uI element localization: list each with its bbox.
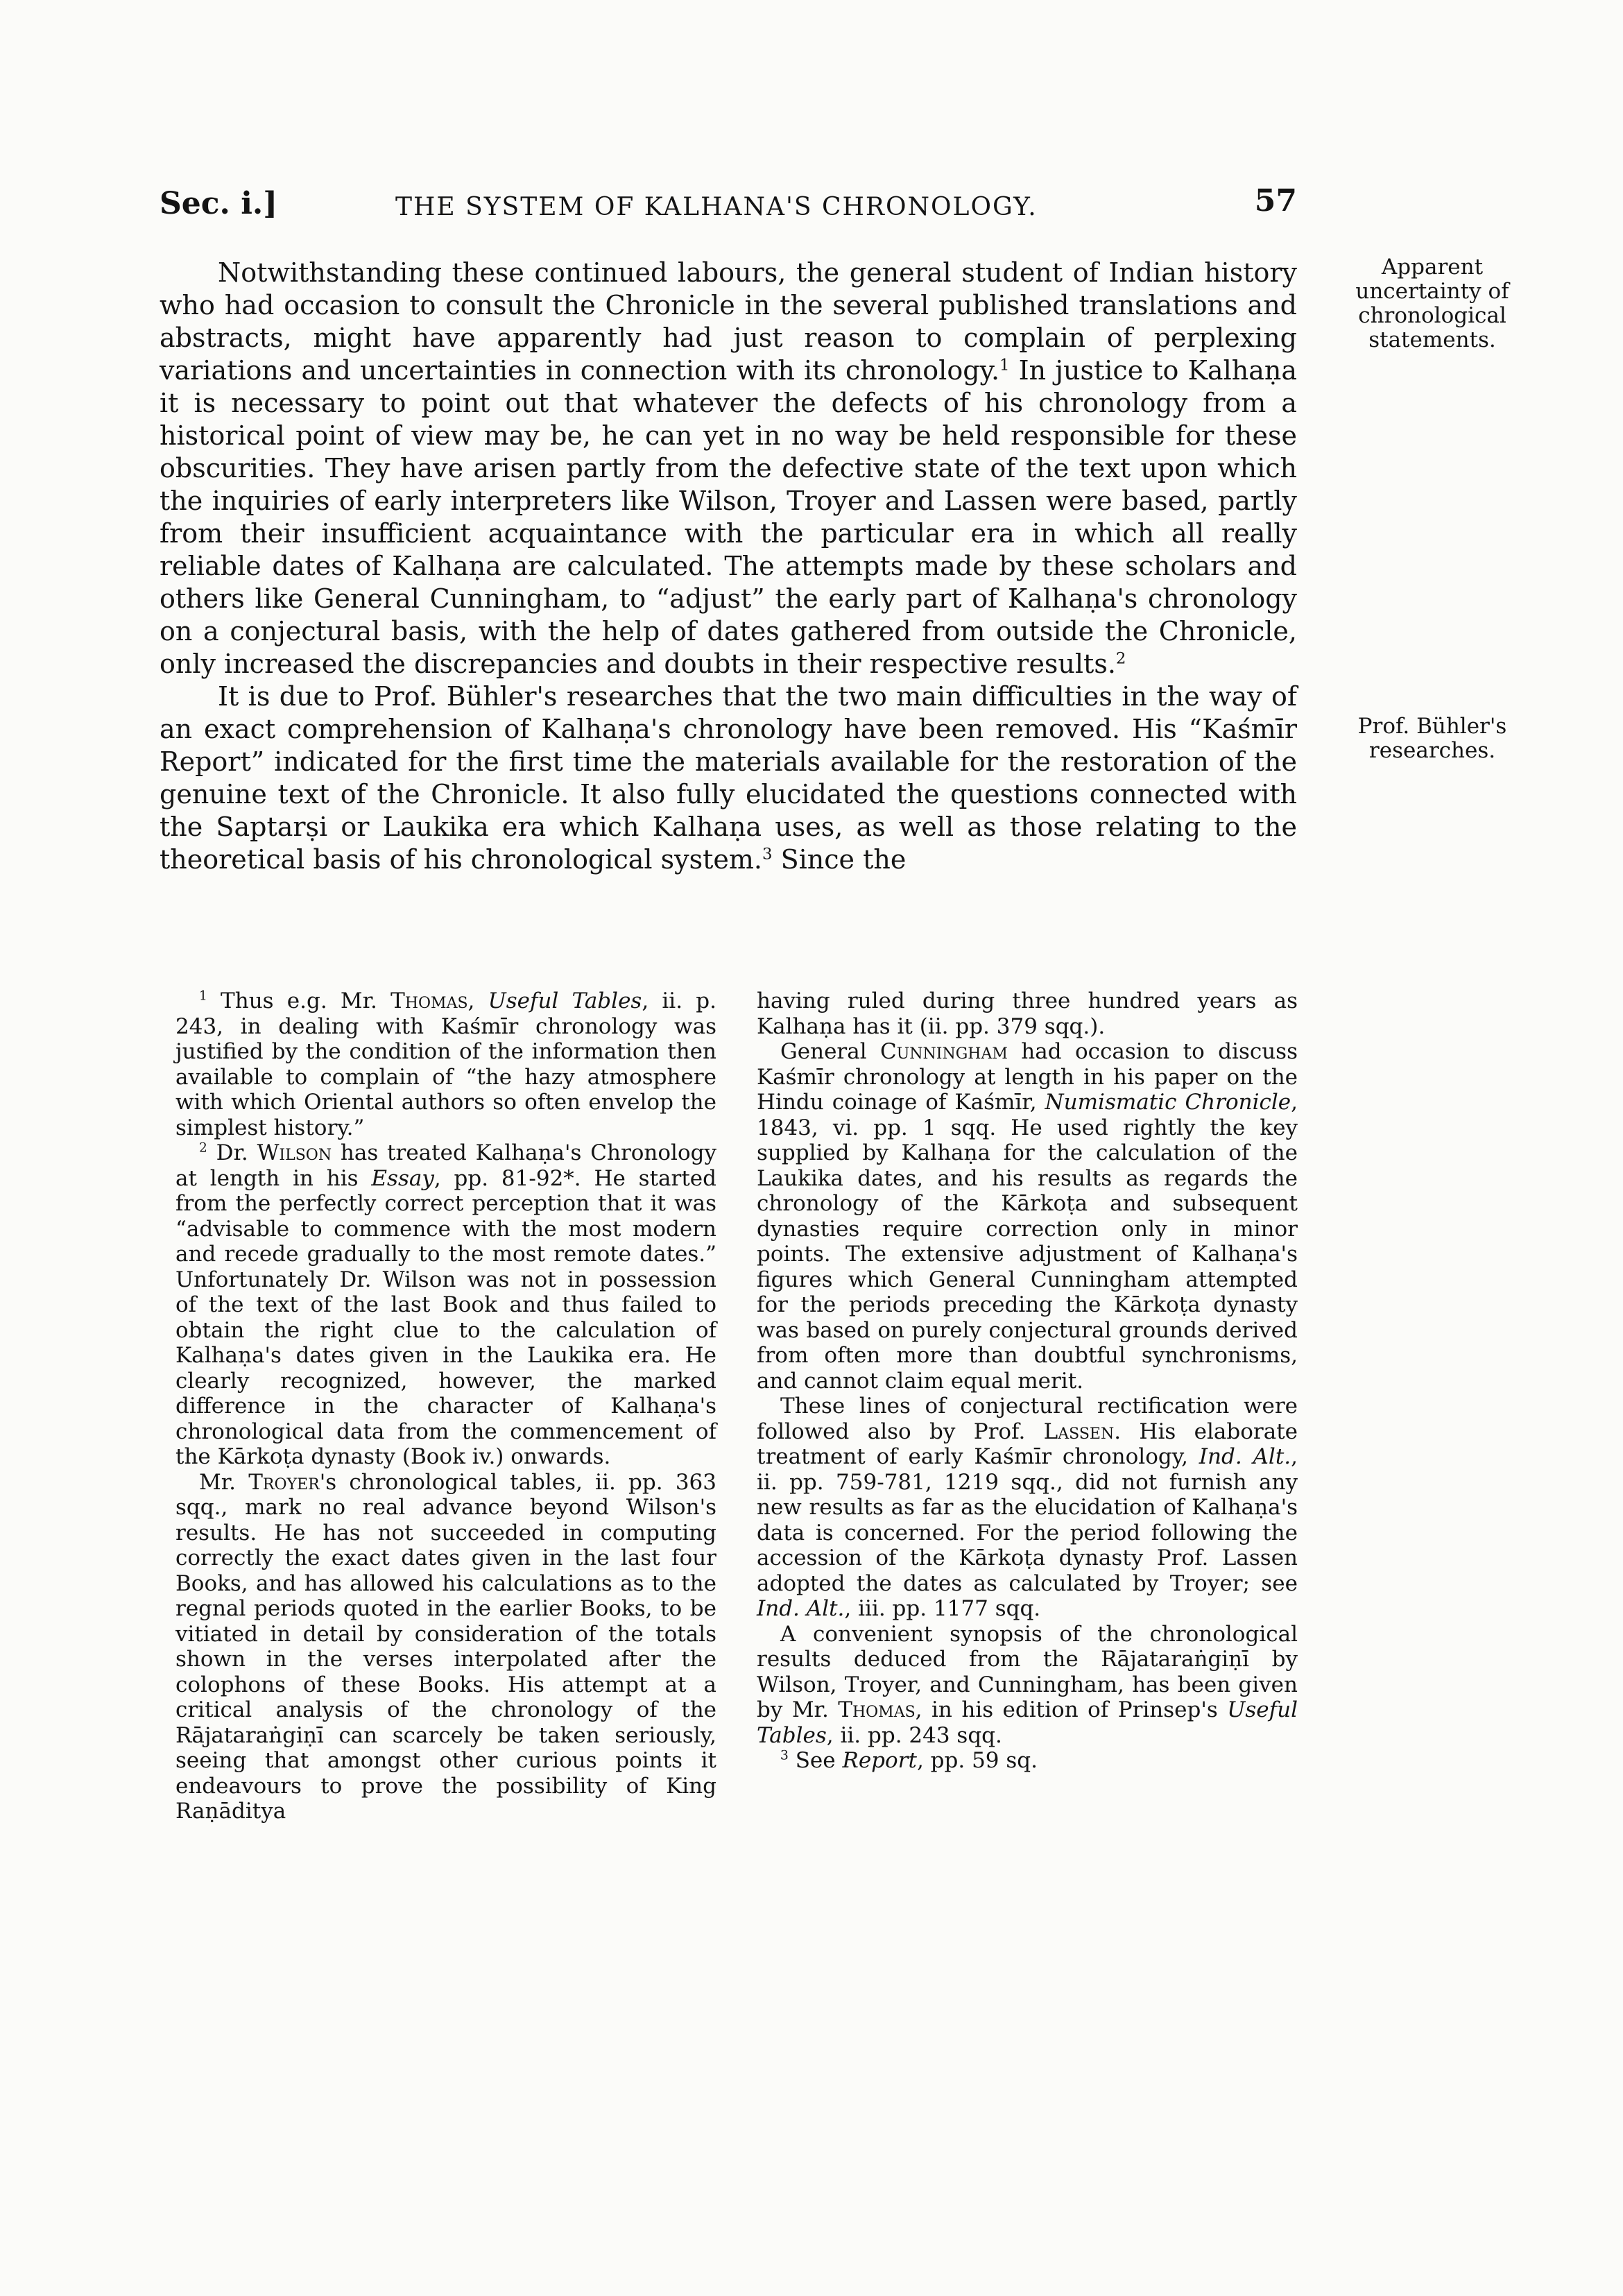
footnote-ref: 1: [999, 356, 1010, 375]
footnote-2-troyer: Mr. Troyer's chronological tables, ii. pp. 363 sqq., mark no real advance beyond Wilson's results. He has not succeeded in computing correctly the exact dates given in the last four Books, and has allowed his calculations as to the regnal periods quoted in the earlier Books, to be vitiated in detail by consideration of the totals shown in the verses interpolated after the colophons of these Books. His attempt at a critical analysis of the chronology of the Rājataraṅgiṇī can scarcely be taken seriously, seeing that amongst other curious points it endeavours to prove the possibility of King Raṇāditya: [175, 1469, 716, 1824]
main-text: [160, 257, 1297, 876]
footnote-2-cunningham: General Cunningham had occasion to discuss Kaśmīr chronology at length in his paper on the Hindu coinage of Kaśmīr, Numismatic Chronicle, 1843, vi. pp. 1 sqq. He used rightly the key supplied by Kalhaṇa for the calculation of the Laukika dates, and his results as regards the chronology of the Kārkoṭa and subsequent dynasties require correction only in minor points. The extensive adjustment of Kalhaṇa's figures which General Cunningham attempted for the periods preceding the Kārkoṭa dynasty was based on purely conjectural grounds derived from often more than doubtful synchronisms, and cannot claim equal merit.: [757, 1039, 1298, 1394]
footnotes-left-column: [175, 988, 716, 1824]
paragraph: Notwithstanding these continued labours, the general student of Indian history who had occasion to consult the Chronicle in the several published translations and abstracts, might have apparently had just reason to complain of perplexing variations and uncertainties in connection with its chronology.$^1$ In justice to Kalhaṇa it is necessary to point out that whatever the defects of his chronology from a historical point of view may be, he can yet in no way be held responsible for these obscurities. They have arisen partly from the defective state of the text upon which the inquiries of early interpreters like Wilson, Troyer and Lassen were based, partly from their insufficient acquaintance with the particular era in which all really reliable dates of Kalhaṇa are calculated. The attempts made by these scholars and others like General Cunningham, to “adjust” the early part of Kalhaṇa's chronology on a conjectural basis, with the help of dates gathered from outside the Chronicle, only increased the discrepancies and doubts in their respective results.$^2$: [160, 257, 1297, 679]
paragraph: It is due to Prof. Bühler's researches that the two main difficulties in the way of an exact comprehension of Kalhaṇa's chronology have been removed. His “Kaśmīr Report” indicated for the first time the materials available for the restoration of the genuine text of the Chronicle. It also fully elucidated the questions connected with the Saptarṣi or Laukika era which Kalhaṇa uses, as well as those relating to the theoretical basis of his chronological system.$^3$ Since the: [160, 681, 1297, 875]
footnote-ref: 2: [1115, 649, 1126, 668]
footnotes-right-column: [757, 988, 1298, 1774]
footnote-1: $^1$ Thus e.g. Mr. Thomas, Useful Tables, ii. p. 243, in dealing with Kaśmīr chronology was justified by the condition of the information then available to complain of “the hazy atmosphere with which Oriental authors so often envelop the simplest history.”: [175, 988, 716, 1140]
footnote-2-lassen: These lines of conjectural rectification were followed also by Prof. Lassen. His elaborate treatment of early Kaśmīr chronology, Ind. Alt., ii. pp. 759-781, 1219 sqq., did not furnish any new results as far as the elucidation of Kalhaṇa's data is concerned. For the period following the accession of the Kārkoṭa dynasty Prof. Lassen adopted the dates as calculated by Troyer; see Ind. Alt., iii. pp. 1177 sqq.: [757, 1394, 1298, 1621]
footnote-2: $^2$ Dr. Wilson has treated Kalhaṇa's Chronology at length in his Essay, pp. 81-92*. He started from the perfectly correct perception that it was “advisable to commence with the most modern and recede gradually to the most remote dates.” Unfortunately Dr. Wilson was not in possession of the text of the last Book and thus failed to obtain the right clue to the calculation of Kalhaṇa's dates given in the Laukika era. He clearly recognized, however, the marked difference in the character of Kalhaṇa's chronological data from the commencement of the Kārkoṭa dynasty (Book iv.) onwards.: [175, 1140, 716, 1469]
page-title: THE SYSTEM OF KALHANA'S CHRONOLOGY.: [395, 193, 1038, 221]
footnote-3: $^3$ See Report, pp. 59 sq.: [780, 1748, 1038, 1773]
footnote-2-continued: having ruled during three hundred years as Kalhaṇa has it (ii. pp. 379 sqq.).: [757, 988, 1298, 1039]
margin-note-uncertainty: Apparent uncertainty of chronological statements.: [1355, 255, 1509, 352]
footnote-ref: 3: [762, 845, 773, 864]
running-header: [160, 183, 1297, 234]
section-label: Sec. i.]: [160, 186, 278, 221]
page-number: 57: [1254, 183, 1297, 219]
footnote-2-synopsis: A convenient synopsis of the chronological results deduced from the Rājataraṅgiṇī by Wilson, Troyer, and Cunningham, has been given by Mr. Thomas, in his edition of Prinsep's Useful Tables, ii. pp. 243 sqq.: [757, 1621, 1298, 1748]
margin-note-buhler: Prof. Bühler's researches.: [1357, 714, 1507, 763]
